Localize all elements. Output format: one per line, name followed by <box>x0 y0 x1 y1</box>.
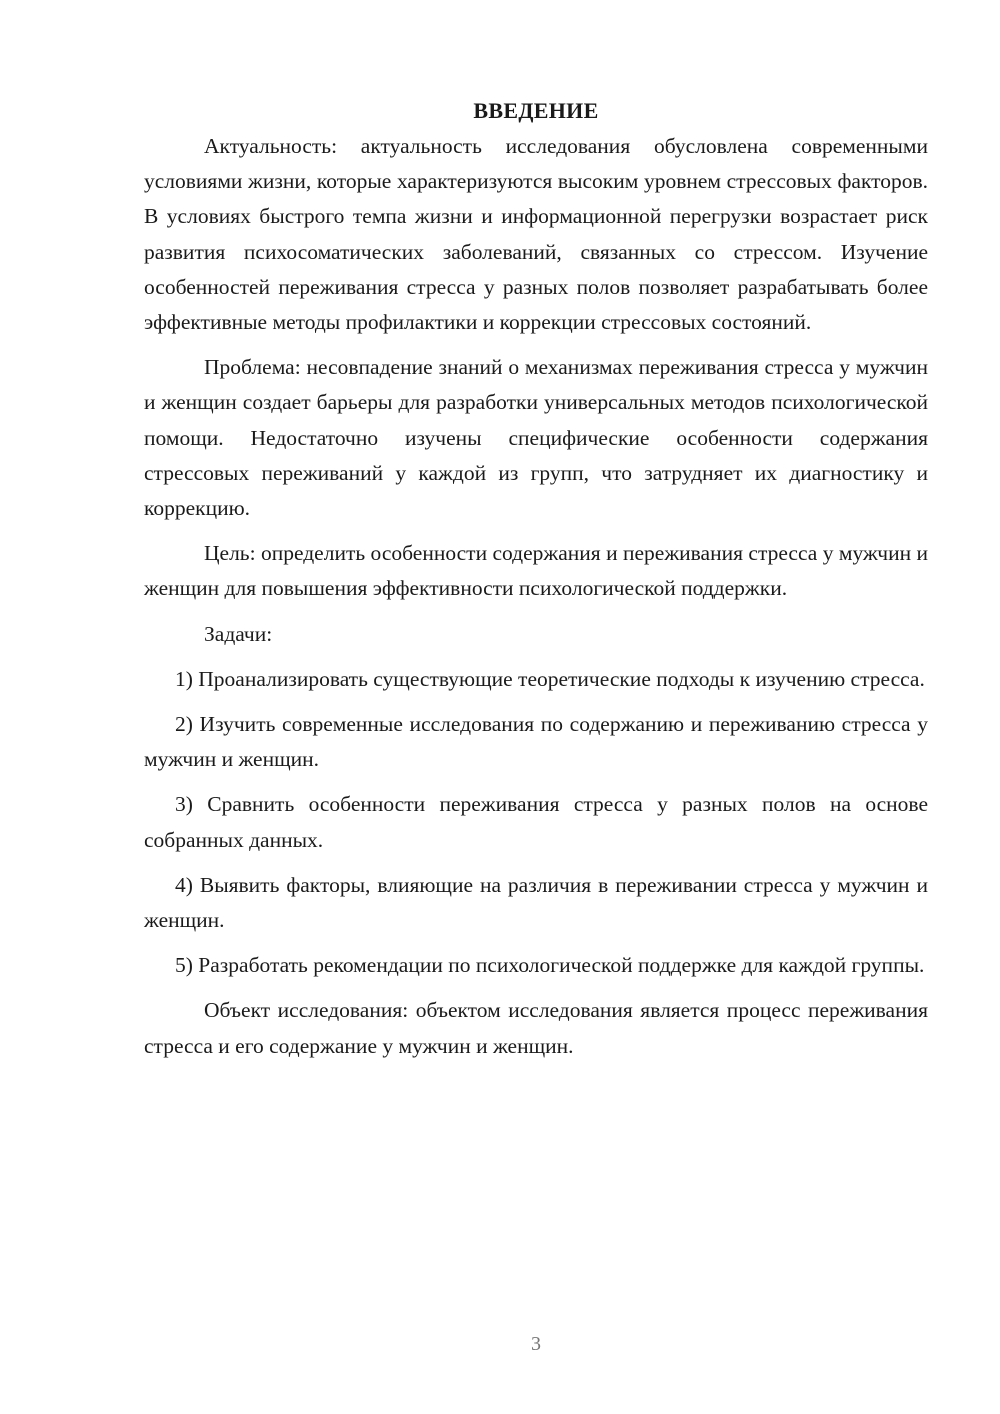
task-item-4: 4) Выявить факторы, влияющие на различия в переживании стресса у мужчин и женщин. <box>144 872 928 933</box>
page-content <box>144 95 928 1064</box>
paragraph-relevance: Актуальность: актуальность исследования обусловлена современными условиями жизни, которые характеризуются высоким уровнем стрессовых факторов. В условиях быстрого темпа жизни и информационной перегрузки возрастает риск развития психосоматических заболеваний, связанных со стрессом. Изучение особенностей переживания стресса у разных полов позволяет разрабатывать более эффективные методы профилактики и коррекции стрессовых состояний. <box>144 134 928 335</box>
paragraph-problem: Проблема: несовпадение знаний о механизмах переживания стресса у мужчин и женщин создает барьеры для разработки универсальных методов психологической помощи. Недостаточно изучены специфические особенности содержания стрессовых переживаний у каждой из групп, что затрудняет их диагностику и коррекцию. <box>144 355 928 521</box>
task-item-3: 3) Сравнить особенности переживания стресса у разных полов на основе собранных данных. <box>144 792 928 852</box>
paragraph-goal: Цель: определить особенности содержания и переживания стресса у мужчин и женщин для повышения эффективности психологической поддержки. <box>144 541 928 601</box>
task-item-1: 1) Проанализировать существующие теоретические подходы к изучению стресса. <box>175 666 925 691</box>
paragraph-object: Объект исследования: объектом исследования является процесс переживания стресса и его содержание у мужчин и женщин. <box>144 998 928 1058</box>
section-title: ВВЕДЕНИЕ <box>473 98 599 123</box>
task-item-2: 2) Изучить современные исследования по содержанию и переживанию стресса у мужчин и женщин. <box>144 712 928 772</box>
page-number: 3 <box>531 1333 541 1355</box>
task-item-5: 5) Разработать рекомендации по психологической поддержке для каждой группы. <box>175 953 925 978</box>
paragraph-tasks-heading: Задачи: <box>204 621 273 646</box>
